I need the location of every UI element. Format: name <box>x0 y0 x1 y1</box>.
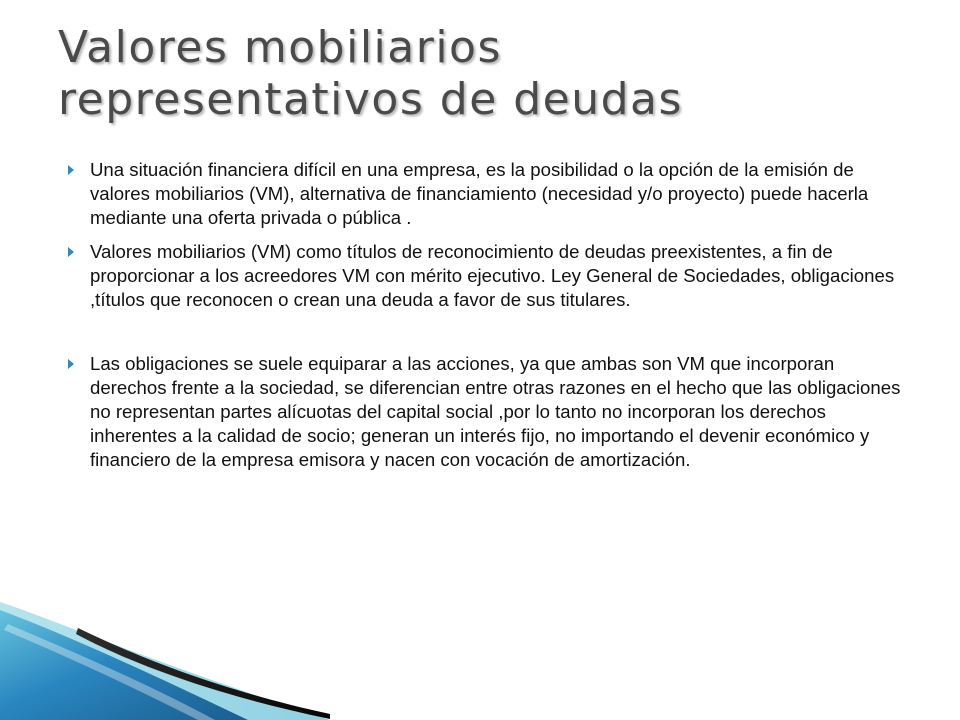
bullet-item <box>66 352 906 472</box>
decor-blue-band <box>0 610 248 720</box>
bullet-list <box>66 158 906 472</box>
title-line-2: representativos de deudas <box>58 74 683 125</box>
corner-wave-decoration <box>0 580 330 720</box>
bullet-text: Valores mobiliarios (VM) como títulos de reconocimiento de deudas preexistentes, a fin de proporcionar a los acreedores VM con mérito ejecutivo. Ley General de Sociedades, obligaciones ,títulos que reconocen o crean una deuda a favor de sus titulares. <box>90 241 895 310</box>
triangle-right-icon <box>68 359 74 369</box>
bullet-text: Una situación financiera difícil en una empresa, es la posibilidad o la opción de la emisión de valores mobiliarios (VM), alternativa de financiamiento (necesidad y/o proyecto) puede hacerla mediante una oferta privada o pública . <box>90 159 869 228</box>
title-line-1: Valores mobiliarios <box>58 22 502 73</box>
bullet-item <box>66 240 906 312</box>
bullet-text: Las obligaciones se suele equiparar a las acciones, ya que ambas son VM que incorporan derechos frente a la sociedad, se diferencian entre otras razones en el hecho que las obligaciones no representan partes alícuotas del capital social ,por lo tanto no incorporan los derechos inherentes a la calidad de socio; generan un interés fijo, no importando el devenir económico y financiero de la empresa emisora y nacen con vocación de amortización. <box>90 353 901 470</box>
triangle-right-icon <box>68 247 74 257</box>
triangle-right-icon <box>68 165 74 175</box>
slide-title <box>58 22 918 126</box>
bullet-item <box>66 158 906 230</box>
